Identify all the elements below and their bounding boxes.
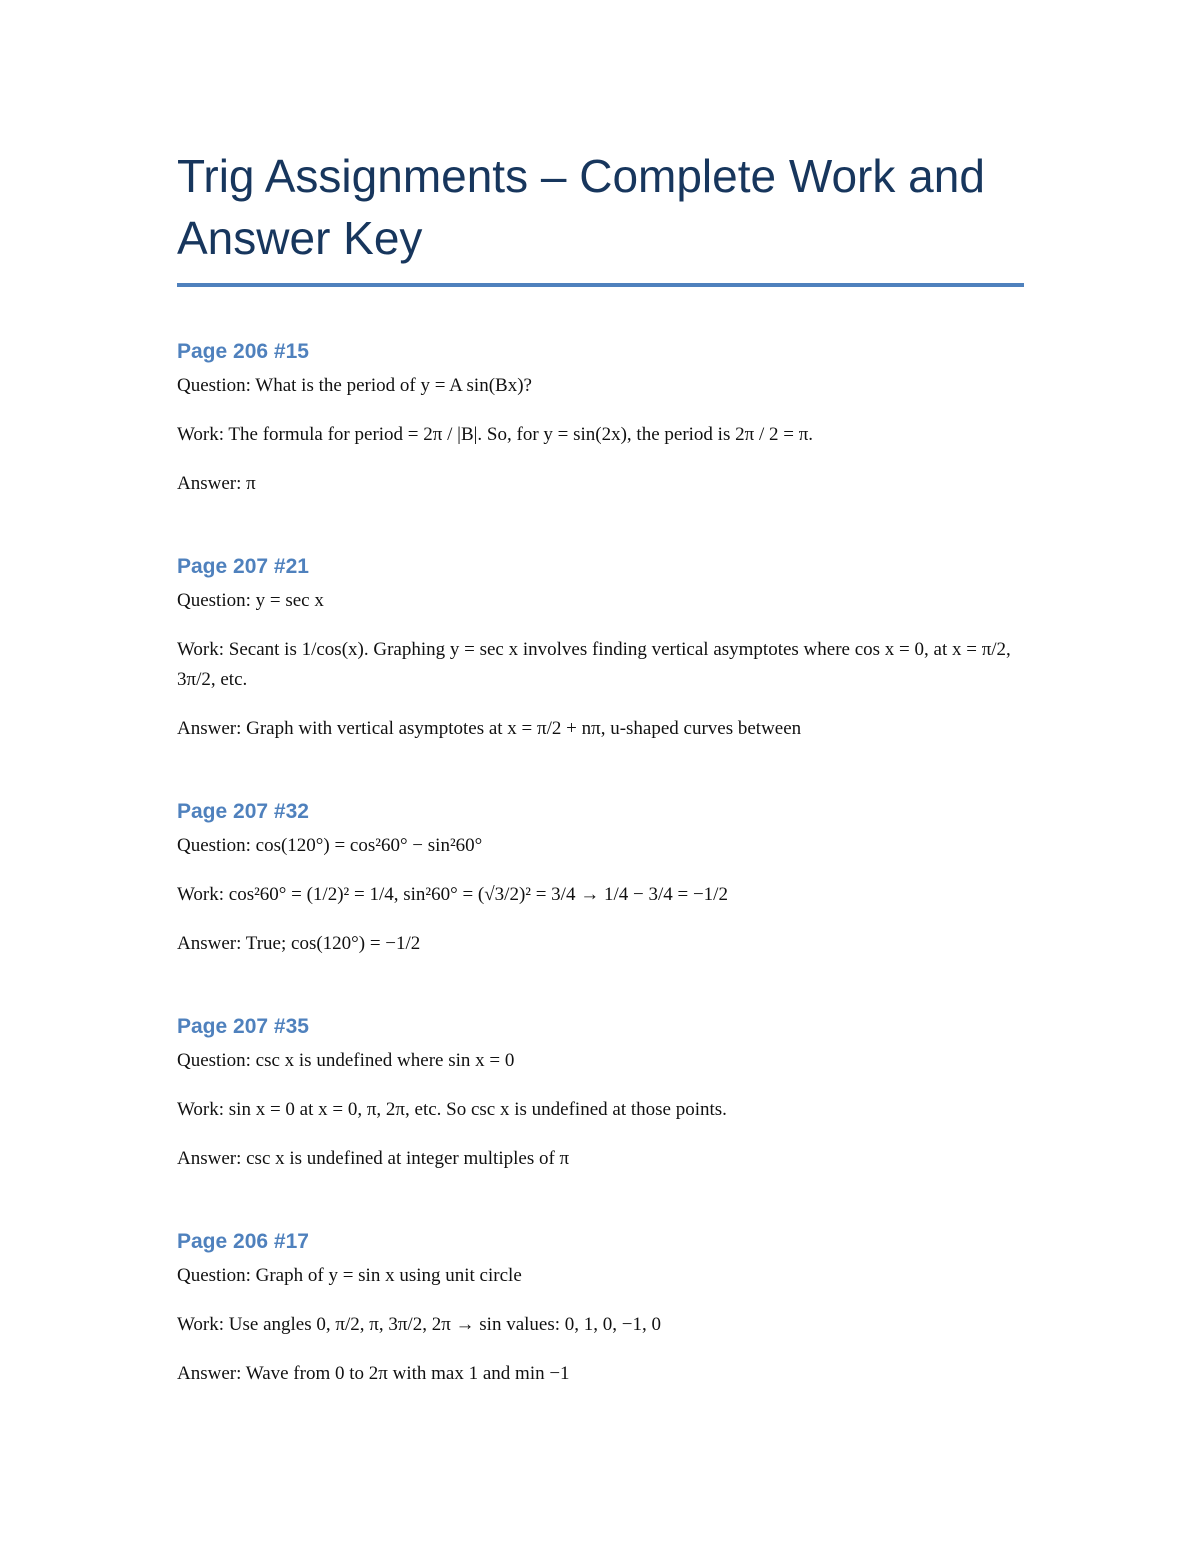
answer-text: Answer: csc x is undefined at integer multiples of π <box>177 1148 570 1169</box>
work-text: Work: The formula for period = 2π / |B|. So, for y = sin(2x), the period is 2π / 2 = π. <box>177 424 814 445</box>
work-text: Work: cos²60° = (1/2)² = 1/4, sin²60° = (√3/2)² = 3/4 → 1/4 − 3/4 = −1/2 <box>177 884 728 905</box>
section-heading: Page 207 #21 <box>177 555 309 578</box>
work-text: Work: Secant is 1/cos(x). Graphing y = sec x involves finding vertical asymptotes where cos x = 0, at x = π/2, 3π/2, etc. <box>177 639 1011 690</box>
section-heading: Page 207 #32 <box>177 800 309 823</box>
section-page-207-21 <box>177 552 1024 744</box>
answer-text: Answer: True; cos(120°) = −1/2 <box>177 933 421 954</box>
section-heading: Page 207 #35 <box>177 1015 309 1038</box>
question-text: Question: y = sec x <box>177 590 324 611</box>
section-page-207-35 <box>177 1012 1024 1174</box>
answer-text: Answer: Graph with vertical asymptotes at x = π/2 + nπ, u-shaped curves between <box>177 718 802 739</box>
section-page-206-15 <box>177 337 1024 499</box>
answer-text: Answer: Wave from 0 to 2π with max 1 and min −1 <box>177 1363 570 1384</box>
page-title: Trig Assignments – Complete Work and Answer Key <box>177 145 1024 287</box>
question-text: Question: What is the period of y = A sin(Bx)? <box>177 375 532 396</box>
document-page <box>177 145 1024 1389</box>
section-page-207-32 <box>177 797 1024 959</box>
work-text: Work: Use angles 0, π/2, π, 3π/2, 2π → sin values: 0, 1, 0, −1, 0 <box>177 1314 661 1335</box>
section-page-206-17 <box>177 1227 1024 1389</box>
question-text: Question: Graph of y = sin x using unit circle <box>177 1265 522 1286</box>
question-text: Question: cos(120°) = cos²60° − sin²60° <box>177 835 483 856</box>
answer-text: Answer: π <box>177 473 256 494</box>
question-text: Question: csc x is undefined where sin x = 0 <box>177 1050 515 1071</box>
work-text: Work: sin x = 0 at x = 0, π, 2π, etc. So csc x is undefined at those points. <box>177 1099 727 1120</box>
section-heading: Page 206 #15 <box>177 340 309 363</box>
section-heading: Page 206 #17 <box>177 1230 309 1253</box>
